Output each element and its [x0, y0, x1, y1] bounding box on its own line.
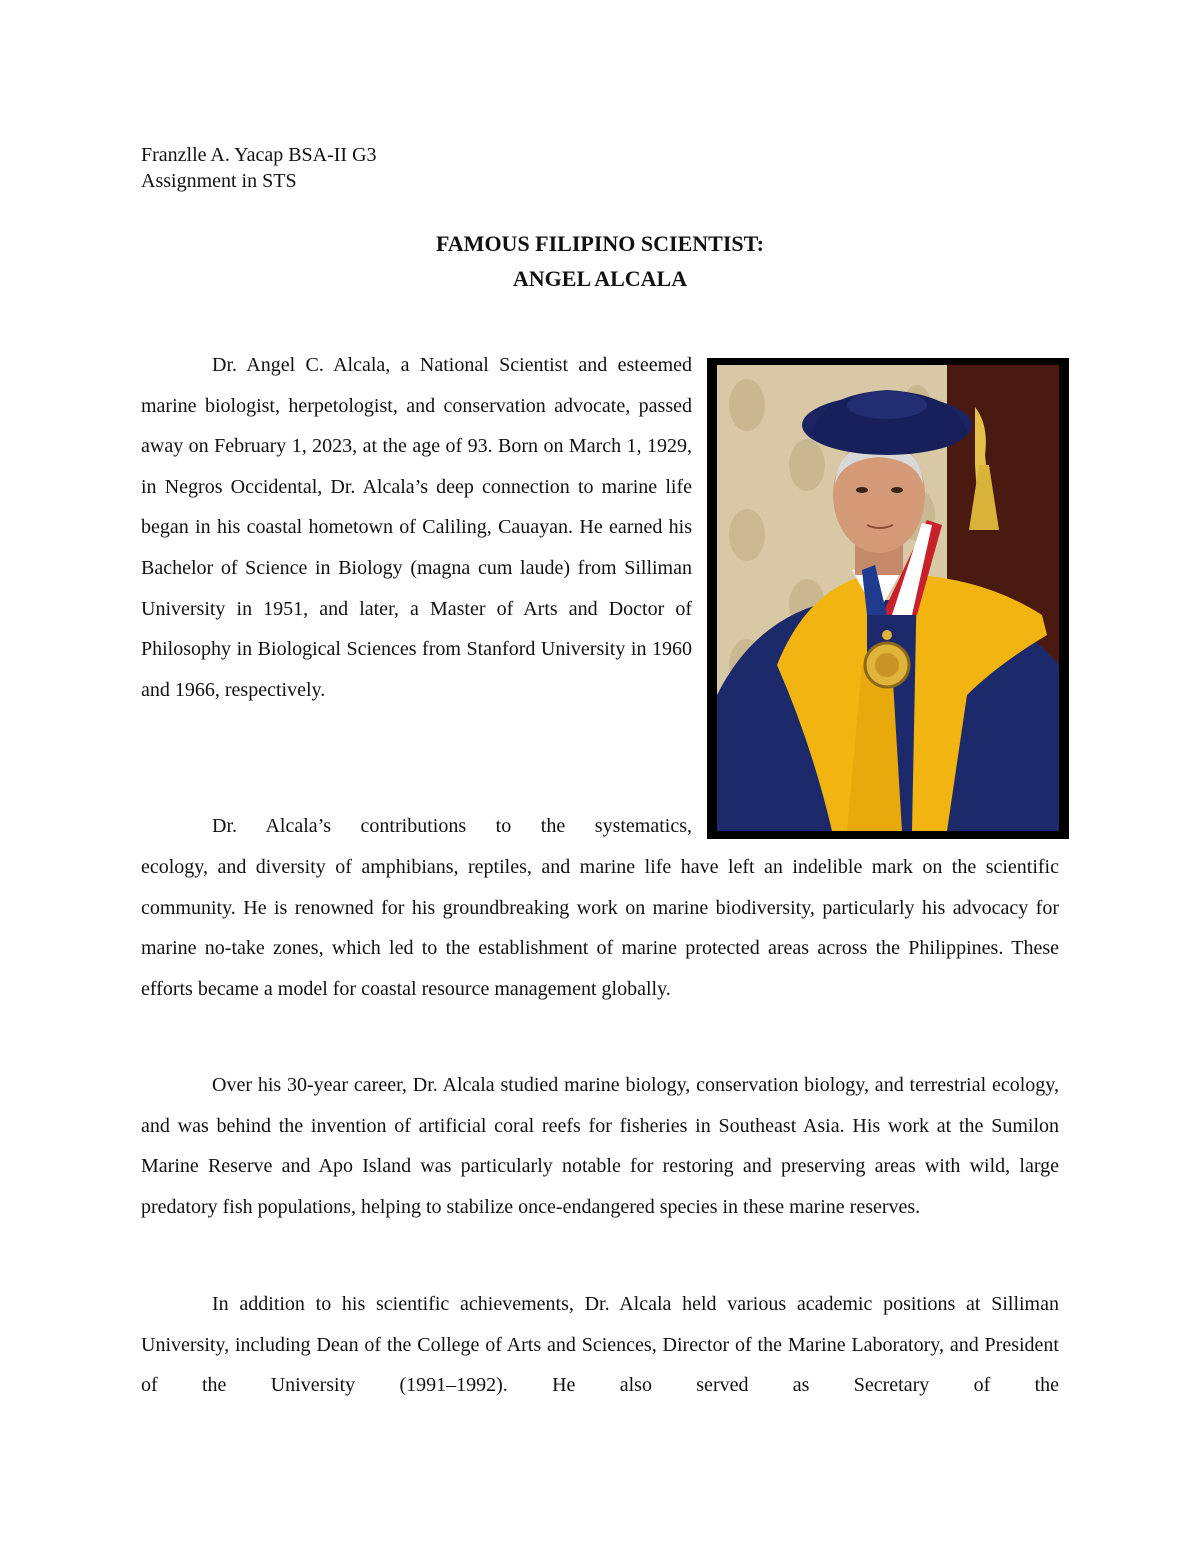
paragraph-2-first-line: Dr. Alcala’s contributions to the systematics, [212, 815, 692, 837]
author-line: Franzlle A. Yacap BSA-II G3 [141, 144, 377, 166]
page-title [0, 226, 1200, 296]
assignment-line: Assignment in STS [141, 170, 297, 192]
author-header [141, 142, 377, 194]
title-line-2: ANGEL ALCALA [512, 266, 688, 291]
portrait-illustration [717, 365, 1059, 831]
paragraph-1: Dr. Angel C. Alcala, a National Scientist and esteemed marine biologist, herpetologist, and conservation advocate, passed away on February 1, 2023, at the age of 93. Born on March 1, 1929, in Negros Occidental, Dr. Alcala’s deep connection to marine life began in his coastal hometown of Caliling, Cauayan. He earned his Bachelor of Science in Biology (magna cum laude) from Silliman University in 1951, and later, a Master of Arts and Doctor of Philosophy in Biological Sciences from Stanford University in 1960 and 1966, respectively. [141, 354, 692, 701]
paragraph-3: Over his 30-year career, Dr. Alcala studied marine biology, conservation biology, and terrestrial ecology, and was behind the invention of artificial coral reefs for fisheries in Southeast Asia. His work at the Sumilon Marine Reserve and Apo Island was particularly notable for restoring and preserving areas with wild, large predatory fish populations, helping to stabilize once-endangered species in these marine reserves. [141, 1074, 1059, 1218]
paragraph-4: In addition to his scientific achievements, Dr. Alcala held various academic positions at Silliman University, including Dean of the College of Arts and Sciences, Director of the Marine Laboratory, and President of the University (1991–1992). He also served as Secretary of the [141, 1293, 1059, 1397]
portrait-photo [707, 358, 1069, 839]
paragraph-2-continued: ecology, and diversity of amphibians, reptiles, and marine life have left an indelible mark on the scientific community. He is renowned for his groundbreaking work on marine biodiversity, particularly his advocacy for marine no-take zones, which led to the establishment of marine protected areas across the Philippines. These efforts became a model for coastal resource management globally. [141, 856, 1059, 1000]
title-line-1: FAMOUS FILIPINO SCIENTIST: [435, 231, 764, 256]
